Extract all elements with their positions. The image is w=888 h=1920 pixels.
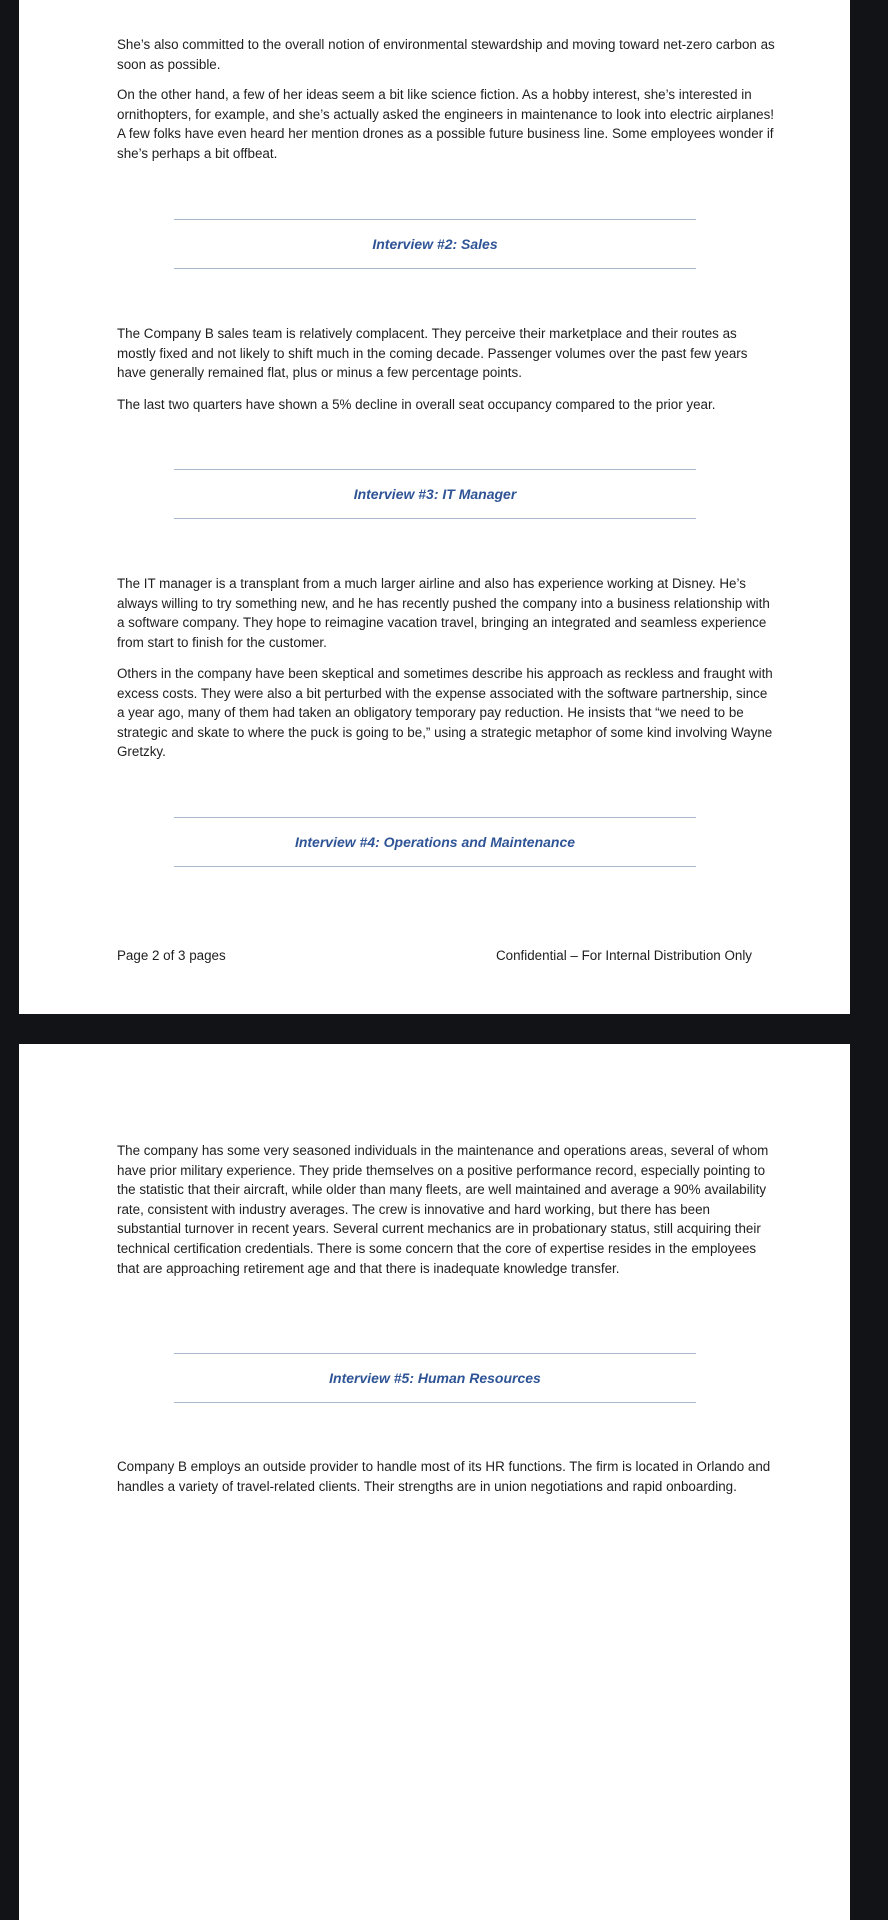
sales-paragraph-1: The Company B sales team is relatively complacent. They perceive their marketplace and their routes as mostly fixed and not likely to shift much in the coming decade. Passenger volumes over the past few years have generally remained flat, plus or minus a few percentage points. (117, 326, 748, 381)
document-page-3 (19, 1044, 850, 1920)
footer-confidential: Confidential – For Internal Distribution Only (495, 948, 752, 963)
heading-interview-5-hr: Interview #5: Human Resources (329, 1370, 541, 1386)
section-rule-bottom (174, 1402, 696, 1403)
sales-paragraph-2: The last two quarters have shown a 5% decline in overall seat occupancy compared to the prior year. (117, 397, 716, 412)
hr-paragraph: Company B employs an outside provider to handle most of its HR functions. The firm is located in Orlando and handles a variety of travel-related clients. Their strengths are in union negotiations and rapid onboarding. (117, 1459, 771, 1494)
ops-paragraph: The company has some very seasoned individuals in the maintenance and operations areas, several of whom have prior military experience. They pride themselves on a positive performance record, especially pointing to the statistic that their aircraft, while older than many fleets, are well maintained and average a 90% availability rate, consistent with industry averages. The crew is innovative and hard working, but there has been substantial turnover in recent years. Several current mechanics are in probationary status, still acquiring their technical certification credentials. There is some concern that the core of expertise resides in the employees that are approaching retirement age and that there is inadequate knowledge transfer. (117, 1143, 769, 1276)
it-paragraph-2: Others in the company have been skeptical and sometimes describe his approach as reckless and fraught with excess costs. They were also a bit perturbed with the expense associated with the software partnership, since a year ago, many of them had taken an obligatory temporary pay reduction. He insists that “we need to be strategic and skate to where the puck is going to be,” using a strategic metaphor of some kind involving Wayne Gretzky. (117, 666, 773, 760)
intro-paragraph-1: She’s also committed to the overall notion of environmental stewardship and moving toward net-zero carbon as soon as possible. (117, 37, 775, 72)
section-rule-bottom (174, 268, 696, 269)
section-rule-top (174, 1353, 696, 1354)
intro-paragraph-2: On the other hand, a few of her ideas seem a bit like science fiction. As a hobby interest, she’s interested in ornithopters, for example, and she’s actually asked the engineers in maintenance to look into electric airplanes! A few folks have even heard her mention drones as a possible future business line. Some employees wonder if she’s perhaps a bit offbeat. (117, 87, 775, 161)
section-rule-top (174, 219, 696, 220)
section-rule-top (174, 469, 696, 470)
document-page-2 (19, 0, 850, 1014)
section-rule-bottom (174, 866, 696, 867)
footer-page-number: Page 2 of 3 pages (117, 948, 226, 963)
heading-interview-3-it: Interview #3: IT Manager (353, 486, 517, 502)
heading-interview-2-sales: Interview #2: Sales (372, 236, 498, 252)
heading-interview-4-ops: Interview #4: Operations and Maintenance (294, 834, 576, 850)
section-rule-bottom (174, 518, 696, 519)
section-rule-top (174, 817, 696, 818)
it-paragraph-1: The IT manager is a transplant from a much larger airline and also has experience working at Disney. He’s always willing to try something new, and he has recently pushed the company into a business relationship with a software company. They hope to reimagine vacation travel, bringing an integrated and seamless experience from start to finish for the customer. (117, 576, 770, 650)
